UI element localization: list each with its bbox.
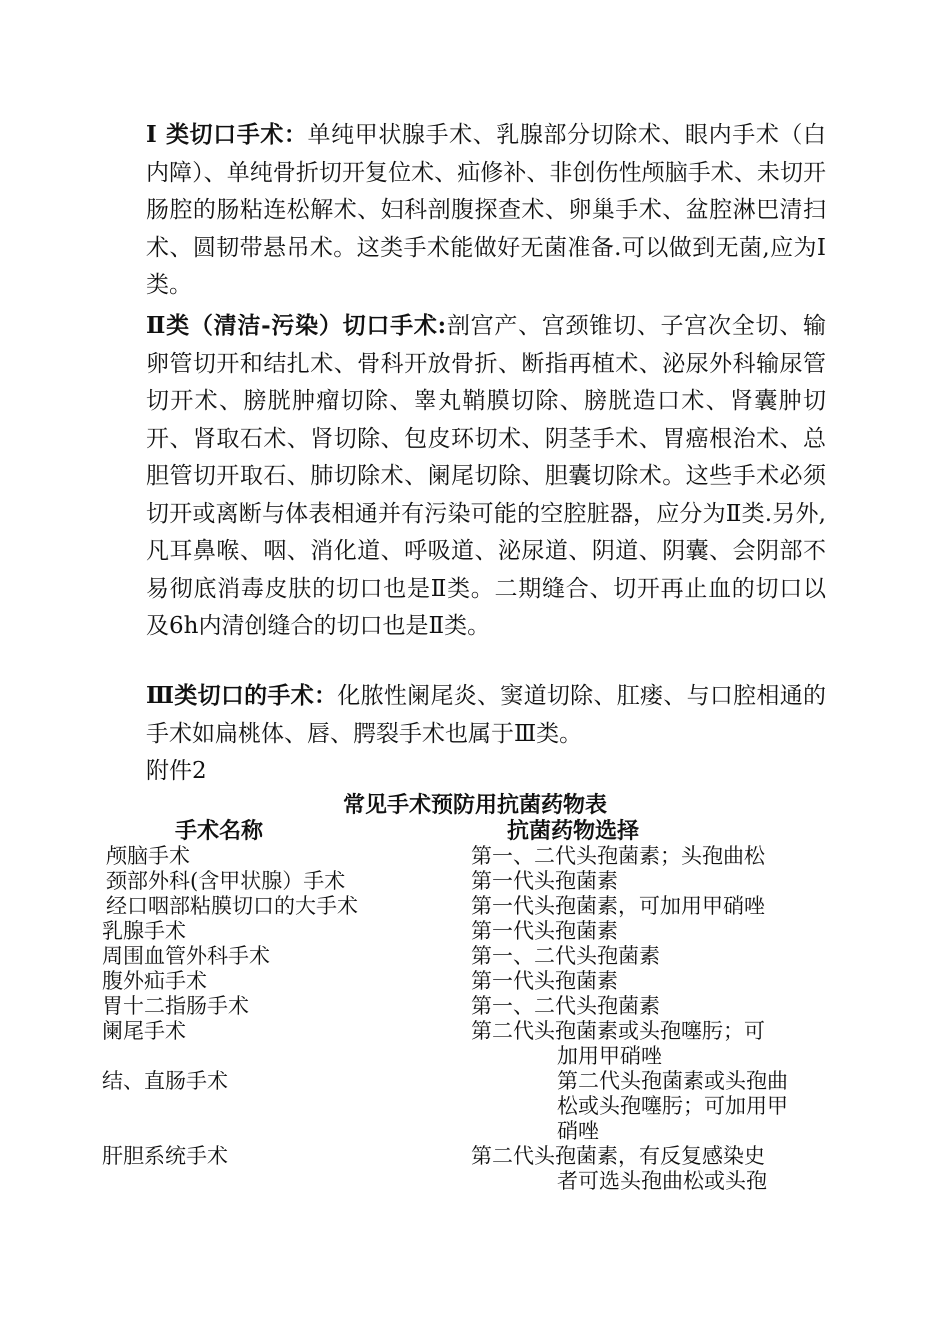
table-cell-antibiotic-continued: 者可选头孢曲松或头孢 — [557, 1169, 767, 1193]
table-cell-surgery: 结、直肠手术 — [102, 1069, 228, 1093]
table-cell-surgery: 颈部外科(含甲状腺）手术 — [106, 869, 346, 893]
table-cell-surgery: 经口咽部粘膜切口的大手术 — [106, 894, 358, 918]
table-cell-antibiotic: 第一、二代头孢菌素 — [471, 944, 660, 968]
paragraph-heading: Ⅱ类（清洁-污染）切口手术: — [146, 312, 447, 339]
table-cell-antibiotic: 第一、二代头孢菌素 — [471, 994, 660, 1018]
table-cell-antibiotic: 第二代头孢菌素或头孢曲松或头孢噻肟；可加用甲硝唑 — [557, 1069, 788, 1143]
paragraph-class-2 — [146, 307, 826, 646]
table-cell-antibiotic: 第一代头孢菌素 — [471, 869, 618, 893]
table-title: 常见手术预防用抗菌药物表 — [342, 792, 607, 818]
table-cell-surgery: 乳腺手术 — [102, 919, 186, 943]
table-cell-surgery: 阑尾手术 — [102, 1019, 186, 1043]
table-cell-antibiotic: 第二代头孢菌素，有反复感染史 — [471, 1144, 765, 1168]
table-cell-surgery: 周围血管外科手术 — [102, 944, 270, 968]
paragraph-text: 剖宫产、宫颈锥切、子宫次全切、输卵管切开和结扎术、骨科开放骨折、断指再植术、泌尿外科输尿管切开术、膀胱肿瘤切除、睾丸鞘膜切除、膀胱造口术、肾囊肿切开、肾取石术、肾切除、包皮环切术、阴茎手术、胃癌根治术、总胆管切开取石、肺切除术、阑尾切除、胆囊切除术。这些手术必须切开或离断与体表相通并有污染可能的空腔脏器，应分为Ⅱ类.另外,凡耳鼻喉、咽、消化道、呼吸道、泌尿道、阴道、阴囊、会阴部不易彻底消毒皮肤的切口也是Ⅱ类。二期缝合、切开再止血的切口以及6h内清创缝合的切口也是Ⅱ类。 — [146, 313, 826, 639]
table-cell-antibiotic: 第一代头孢菌素 — [471, 919, 618, 943]
paragraph-class-1 — [146, 116, 826, 305]
table-cell-antibiotic: 第一、二代头孢菌素；头孢曲松 — [471, 844, 765, 868]
paragraph-heading: Ⅲ类切口的手术： — [146, 682, 338, 709]
table-cell-surgery: 胃十二指肠手术 — [102, 994, 249, 1018]
table-cell-antibiotic-continued: 加用甲硝唑 — [557, 1044, 662, 1068]
column-header-antibiotic: 抗菌药物选择 — [507, 818, 640, 844]
attachment-label: 附件2 — [146, 758, 207, 784]
paragraph-text: 化脓性阑尾炎、窦道切除、肛瘘、与口腔相通的手术如扁桃体、唇、腭裂手术也属于Ⅲ类。 — [146, 683, 826, 747]
paragraph-class-3 — [146, 677, 826, 753]
table-cell-antibiotic: 第一代头孢菌素，可加用甲硝唑 — [471, 894, 765, 918]
table-cell-surgery: 腹外疝手术 — [102, 969, 207, 993]
paragraph-heading: Ⅰ 类切口手术： — [146, 121, 308, 148]
column-header-surgery: 手术名称 — [175, 818, 264, 844]
table-cell-antibiotic: 第一代头孢菌素 — [471, 969, 618, 993]
paragraph-text: 单纯甲状腺手术、乳腺部分切除术、眼内手术（白内障）、单纯骨折切开复位术、疝修补、非创伤性颅脑手术、未切开肠腔的肠粘连松解术、妇科剖腹探查术、卵巢手术、盆腔淋巴清扫术、圆韧带悬吊术。这类手术能做好无菌准备.可以做到无菌,应为Ⅰ类。 — [146, 122, 826, 298]
table-cell-surgery: 肝胆系统手术 — [102, 1144, 228, 1168]
table-cell-antibiotic: 第二代头孢菌素或头孢噻肟；可 — [471, 1019, 765, 1043]
table-cell-surgery: 颅脑手术 — [106, 844, 190, 868]
